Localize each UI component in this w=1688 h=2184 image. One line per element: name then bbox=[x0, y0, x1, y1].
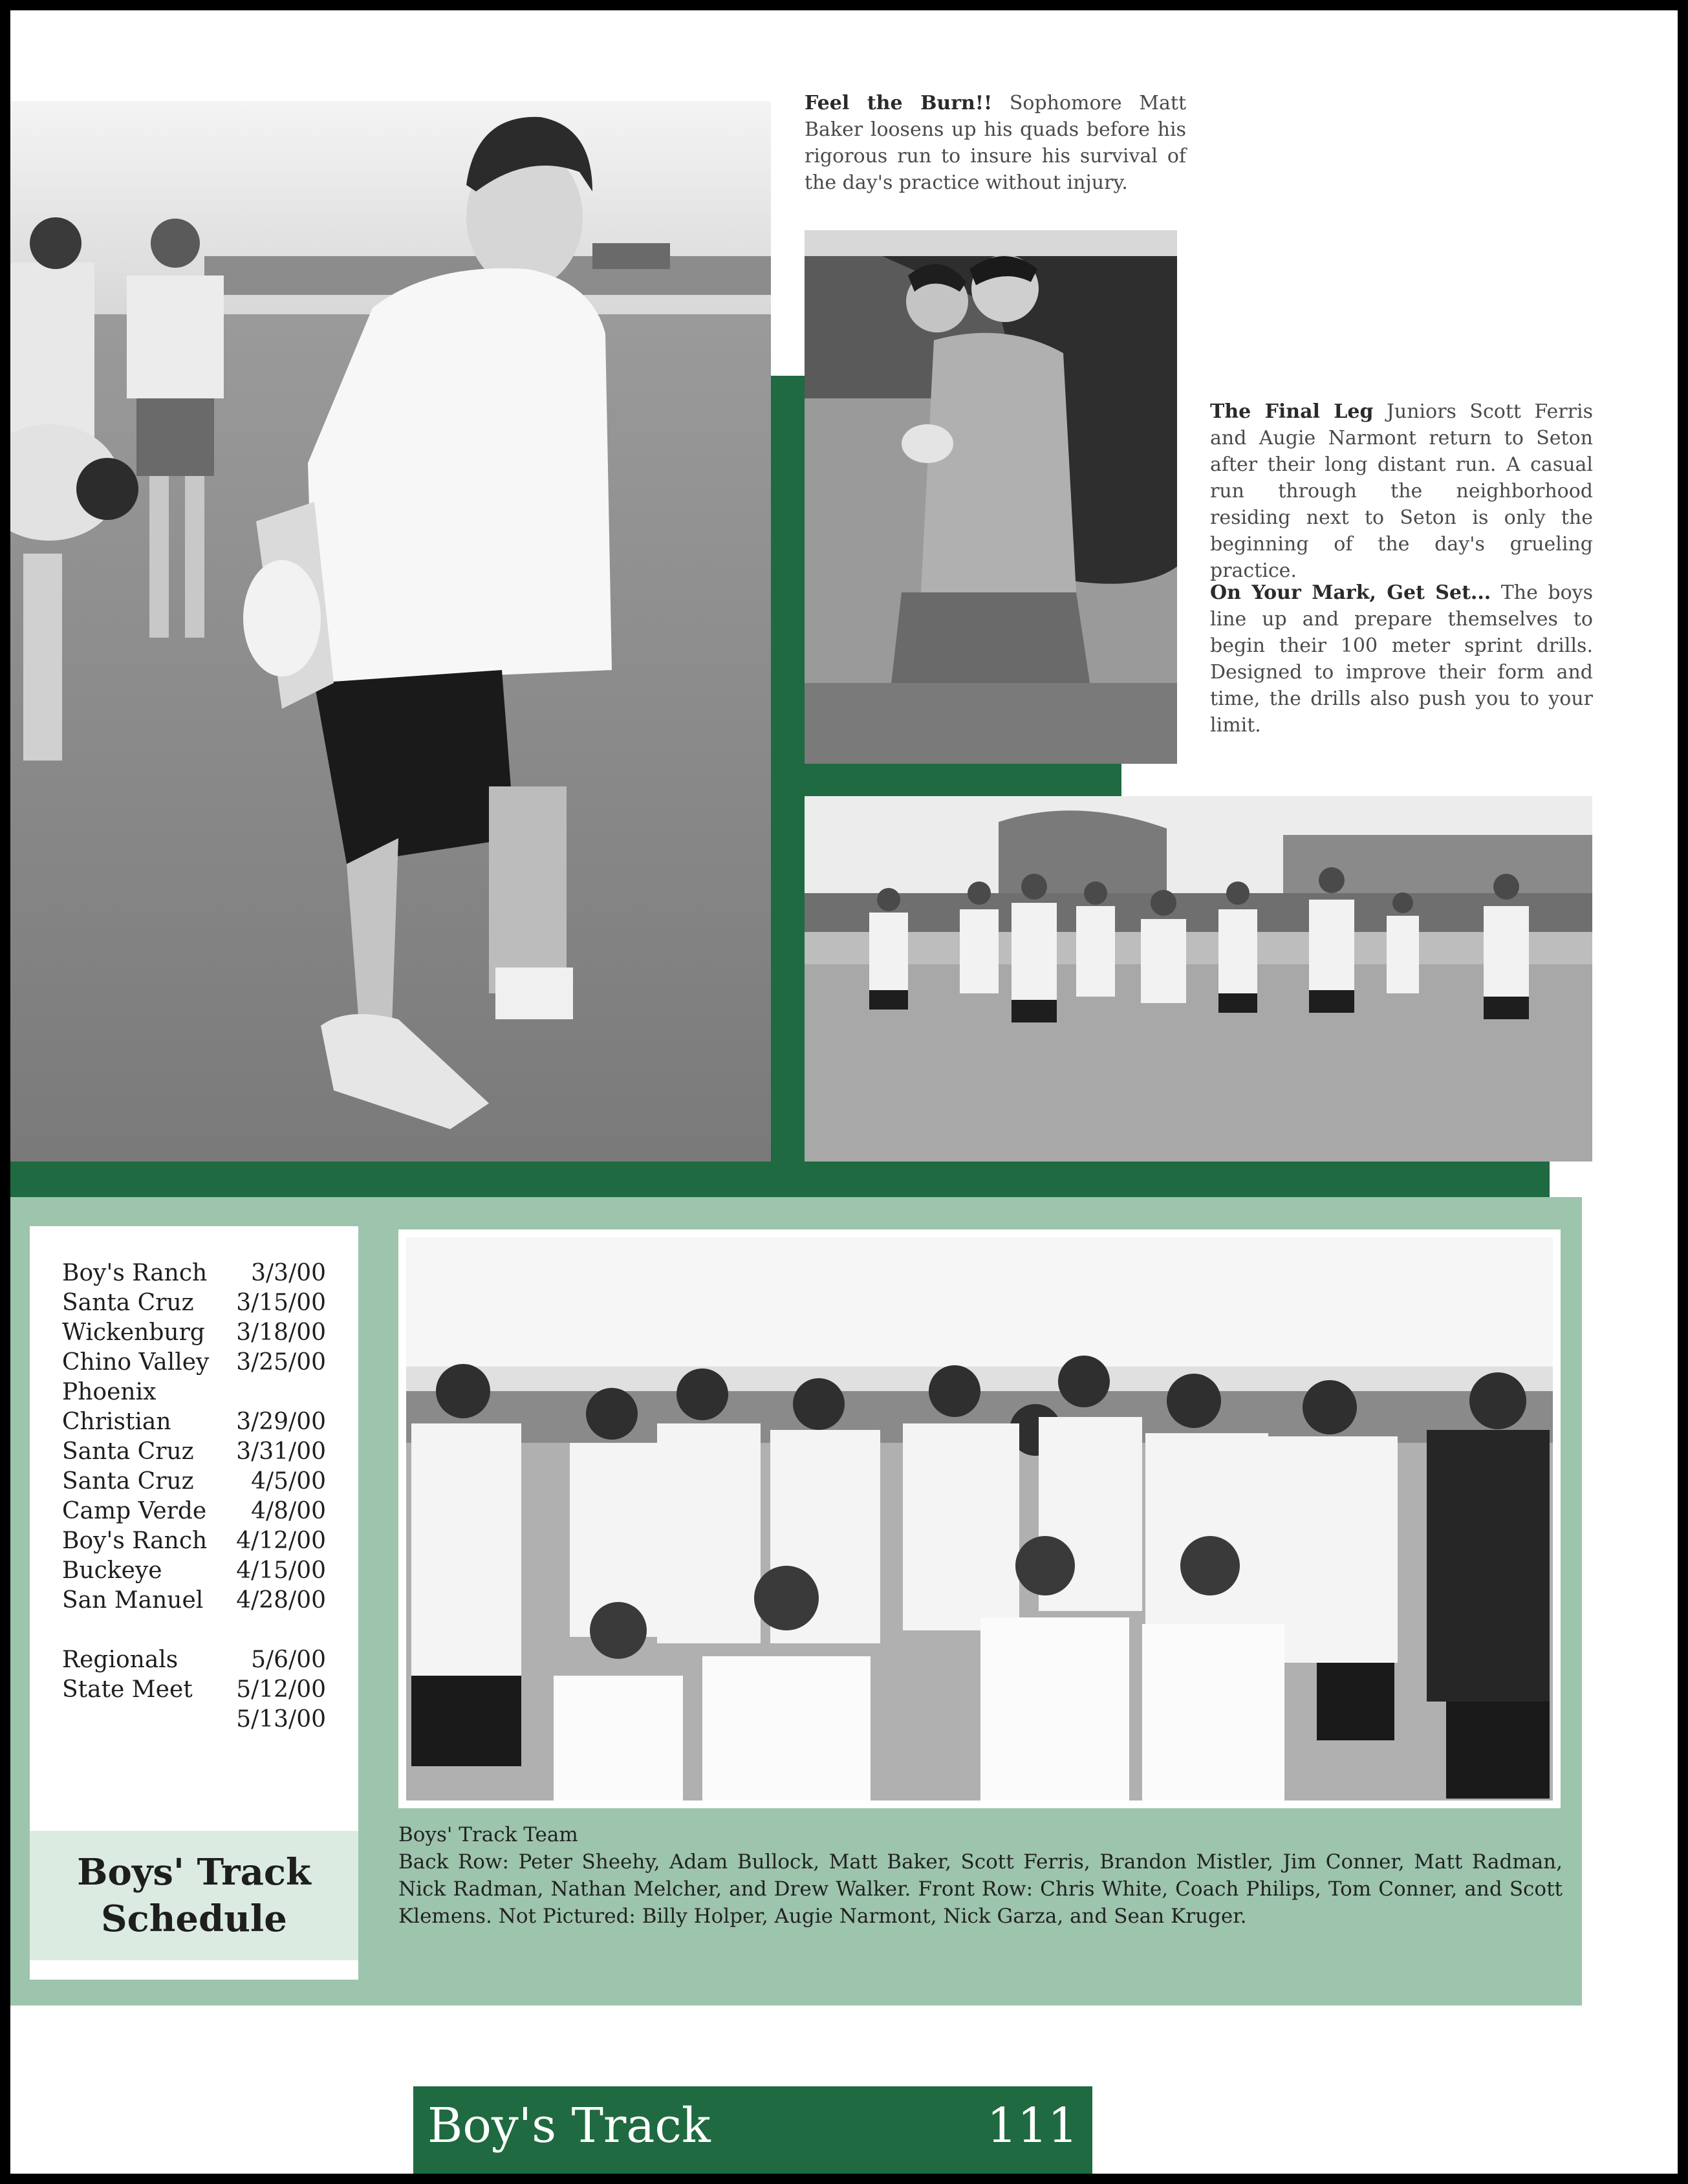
schedule-date: 4/12/00 bbox=[236, 1528, 326, 1554]
schedule-box bbox=[30, 1226, 358, 1980]
schedule-date: 5/6/00 bbox=[251, 1647, 326, 1673]
schedule-date: 3/25/00 bbox=[236, 1349, 326, 1376]
caption-on-your-mark bbox=[1210, 579, 1593, 739]
team-caption-body: Back Row: Peter Sheehy, Adam Bullock, Matt Baker, Scott Ferris, Brandon Mistler, Jim Conner, Matt Radman, Nick Radman, Nathan Melcher, and Drew Walker. Front Row: Chris White, Coach Philips, Tom Conner, and Scott Klemens. Not Pictured: Billy Holper, Augie Narmont, Nick Garza, and Sean Kruger. bbox=[398, 1850, 1563, 1928]
caption-on-your-mark-title: On Your Mark, Get Set... bbox=[1210, 581, 1491, 604]
schedule-opponent: Regionals bbox=[62, 1647, 179, 1673]
photo-stretching-athlete bbox=[10, 101, 771, 1162]
schedule-row bbox=[30, 1437, 358, 1467]
schedule-date: 3/31/00 bbox=[236, 1438, 326, 1465]
schedule-row bbox=[30, 1497, 358, 1526]
schedule-row bbox=[30, 1378, 358, 1407]
schedule-opponent: Boy's Ranch bbox=[62, 1528, 208, 1554]
schedule-date: 5/13/00 bbox=[236, 1706, 326, 1733]
schedule-opponent: Camp Verde bbox=[62, 1498, 207, 1524]
schedule-row bbox=[30, 1259, 358, 1288]
green-bar-vertical bbox=[771, 376, 805, 1162]
schedule-date: 3/18/00 bbox=[236, 1319, 326, 1346]
schedule-opponent: Wickenburg bbox=[62, 1319, 205, 1346]
schedule-opponent: Chino Valley bbox=[62, 1349, 210, 1376]
caption-feel-the-burn-title: Feel the Burn!! bbox=[805, 92, 993, 114]
schedule-date: 3/15/00 bbox=[236, 1290, 326, 1316]
schedule-row bbox=[30, 1526, 358, 1556]
yearbook-page bbox=[10, 10, 1678, 2174]
schedule-opponent: Boy's Ranch bbox=[62, 1260, 208, 1286]
schedule-opponent: State Meet bbox=[62, 1676, 193, 1703]
schedule-date: 5/12/00 bbox=[236, 1676, 326, 1703]
schedule-row bbox=[30, 1348, 358, 1378]
schedule-row bbox=[30, 1645, 358, 1675]
schedule-opponent: Santa Cruz bbox=[62, 1290, 194, 1316]
schedule-opponent: San Manuel bbox=[62, 1587, 204, 1614]
caption-feel-the-burn-text: Sophomore Matt Baker loosens up his quads before his rigorous run to insure his survival of the day's practice without injury. bbox=[805, 92, 1186, 194]
schedule-date: 4/28/00 bbox=[236, 1587, 326, 1614]
schedule-title-line1: Boys' Track bbox=[77, 1851, 311, 1894]
schedule-opponent: Santa Cruz bbox=[62, 1438, 194, 1465]
caption-on-your-mark-text: The boys line up and prepare themselves to begin their 100 meter sprint drills. Designed to improve their form and time, the drills also push you to your limit. bbox=[1210, 581, 1593, 737]
schedule-date: 4/8/00 bbox=[251, 1498, 326, 1524]
schedule-opponent: Buckeye bbox=[62, 1557, 162, 1584]
team-caption bbox=[398, 1821, 1563, 1930]
schedule-opponent: Santa Cruz bbox=[62, 1468, 194, 1495]
schedule-opponent: Phoenix bbox=[62, 1379, 157, 1405]
schedule-row bbox=[30, 1556, 358, 1586]
schedule-row bbox=[30, 1288, 358, 1318]
schedule-row bbox=[30, 1705, 358, 1735]
schedule-row bbox=[30, 1318, 358, 1348]
page-footer bbox=[413, 2086, 1092, 2174]
photo-final-leg bbox=[805, 230, 1177, 764]
schedule-row bbox=[30, 1675, 358, 1705]
schedule-date: 3/29/00 bbox=[236, 1409, 326, 1435]
schedule-title bbox=[30, 1831, 358, 1960]
caption-final-leg-text: Juniors Scott Ferris and Augie Narmont return to Seton after their long distant run. A casual run through the neighborhood residing next to Seton is only the beginning of the day's grueling practice. bbox=[1210, 400, 1593, 582]
green-bar-horizontal bbox=[10, 1162, 1550, 1197]
caption-final-leg-title: The Final Leg bbox=[1210, 400, 1374, 423]
schedule-title-line2: Schedule bbox=[101, 1897, 287, 1940]
schedule-date: 4/15/00 bbox=[236, 1557, 326, 1584]
team-caption-heading: Boys' Track Team bbox=[398, 1823, 578, 1846]
caption-feel-the-burn bbox=[805, 90, 1186, 196]
photo-sprint-lineup bbox=[805, 796, 1592, 1162]
schedule-row bbox=[30, 1407, 358, 1437]
schedule-opponent: Christian bbox=[62, 1409, 171, 1435]
page-number: 111 bbox=[986, 2098, 1078, 2154]
schedule-row bbox=[30, 1586, 358, 1616]
schedule-date: 3/3/00 bbox=[251, 1260, 326, 1286]
footer-section-title: Boy's Track bbox=[427, 2098, 711, 2154]
photo-team bbox=[398, 1229, 1561, 1808]
caption-final-leg bbox=[1210, 398, 1593, 584]
schedule-date: 4/5/00 bbox=[251, 1468, 326, 1495]
schedule-row bbox=[30, 1467, 358, 1497]
